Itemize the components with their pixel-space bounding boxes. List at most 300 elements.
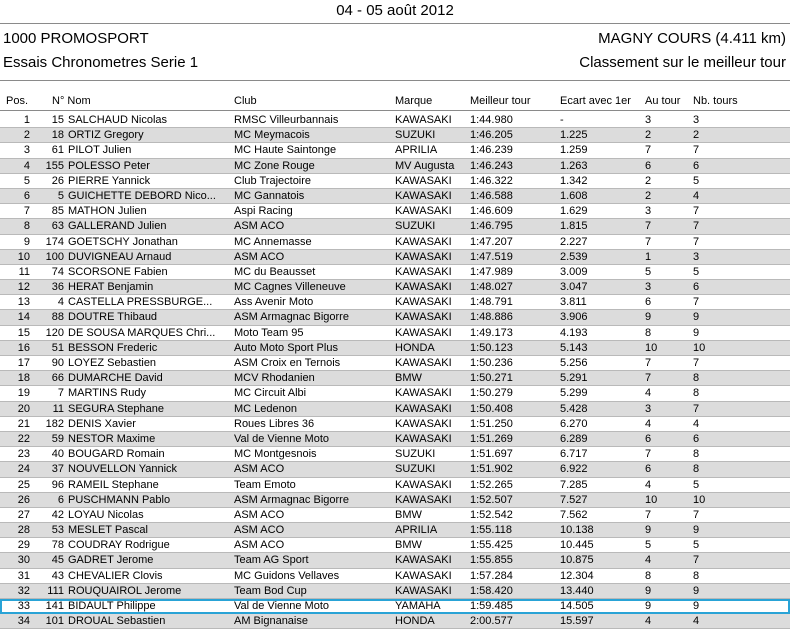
cell-laps: 9 [693,311,700,324]
cell-rider-name: RAMEIL Stephane [68,478,159,491]
cell-number: 18 [51,129,64,142]
table-row[interactable] [0,159,790,174]
cell-at-lap: 2 [645,129,652,142]
category-title: 1000 PROMOSPORT [3,30,149,47]
cell-laps: 7 [693,554,700,567]
cell-position: 16 [17,341,30,354]
cell-best-lap: 1:47.207 [470,235,513,248]
cell-at-lap: 4 [645,478,652,491]
cell-laps: 7 [693,402,700,415]
cell-at-lap: 9 [645,584,652,597]
table-row[interactable] [0,280,790,295]
table-row[interactable] [0,235,790,250]
cell-club: ASM ACO [234,524,285,537]
cell-rider-name: LOYAU Nicolas [68,508,144,521]
table-row[interactable] [0,447,790,462]
cell-number: 11 [52,402,64,415]
cell-at-lap: 5 [645,539,652,552]
column-header-gap: Ecart avec 1er [560,95,631,107]
cell-club: Auto Moto Sport Plus [234,341,338,354]
cell-number: 45 [51,554,64,567]
cell-gap: 13.440 [560,584,594,597]
cell-rider-name: ROUQUAIROL Jerome [68,584,182,597]
cell-at-lap: 4 [645,554,652,567]
cell-best-lap: 1:52.265 [470,478,513,491]
cell-best-lap: 1:59.485 [470,600,513,612]
cell-best-lap: 1:52.542 [470,508,513,521]
cell-laps: 7 [693,508,700,521]
cell-gap: 14.505 [560,600,594,612]
table-row[interactable] [0,493,790,508]
cell-club: ASM ACO [234,539,285,552]
cell-position: 12 [17,281,30,294]
cell-best-lap: 1:46.239 [470,144,513,157]
cell-at-lap: 7 [645,357,652,369]
cell-rider-name: MARTINS Rudy [68,387,147,400]
divider [0,110,790,111]
cell-gap: 10.875 [560,554,594,567]
table-row[interactable] [0,113,790,128]
cell-laps: 10 [693,493,706,506]
cell-rider-name: NOUVELLON Yannick [68,463,178,476]
cell-club: Club Trajectoire [234,174,312,187]
table-row[interactable] [0,189,790,204]
cell-rider-name: POLESSO Peter [68,159,150,172]
cell-position: 24 [17,463,30,476]
cell-club: Val de Vienne Moto [234,600,329,612]
cell-at-lap: 10 [645,341,658,354]
cell-gap: 5.428 [560,402,588,415]
cell-laps: 4 [693,417,700,430]
event-date: 04 - 05 août 2012 [336,2,454,19]
table-row[interactable] [0,204,790,219]
cell-position: 34 [17,615,30,628]
cell-best-lap: 1:57.284 [470,569,513,582]
cell-rider-name: SCORSONE Fabien [68,265,168,278]
cell-club: MC Meymacois [234,129,310,142]
cell-gap: 2.227 [560,235,588,248]
cell-club: Ass Avenir Moto [234,296,314,309]
cell-laps: 10 [693,341,706,354]
cell-rider-name: DOUTRE Thibaud [68,311,158,324]
cell-club: ASM Armagnac Bigorre [234,311,349,324]
cell-best-lap: 1:55.855 [470,554,513,567]
cell-laps: 5 [693,174,700,187]
cell-rider-name: GALLERAND Julien [68,220,167,233]
cell-rider-name: BESSON Frederic [68,341,158,354]
cell-position: 25 [17,478,30,491]
table-row[interactable] [0,614,790,629]
table-row[interactable] [0,417,790,432]
cell-rider-name: NESTOR Maxime [68,432,156,445]
cell-best-lap: 1:51.902 [470,463,513,476]
cell-marque: KAWASAKI [395,114,452,126]
cell-at-lap: 7 [645,508,652,521]
cell-number: 40 [51,448,64,461]
cell-number: 74 [51,265,64,278]
cell-number: 6 [57,493,64,506]
cell-number: 4 [57,296,64,309]
cell-best-lap: 1:50.408 [470,402,513,415]
cell-marque: KAWASAKI [395,281,452,294]
cell-number: 7 [57,387,64,400]
cell-laps: 7 [693,220,700,233]
cell-best-lap: 1:55.425 [470,539,513,552]
cell-club: Val de Vienne Moto [234,432,329,445]
cell-laps: 9 [693,326,700,339]
column-header-at-lap: Au tour [645,95,681,107]
cell-gap: 1.225 [560,129,588,142]
cell-at-lap: 3 [645,402,652,415]
cell-marque: MV Augusta [395,159,455,172]
cell-club: ASM Croix en Ternois [234,357,341,369]
cell-position: 11 [18,265,30,278]
cell-club: RMSC Villeurbannais [234,114,339,126]
cell-gap: 15.597 [560,615,594,628]
cell-club: Team Bod Cup [234,584,307,597]
cell-marque: APRILIA [395,524,438,537]
cell-gap: 1.608 [560,189,588,202]
cell-gap: 3.047 [560,281,588,294]
cell-club: Team Emoto [234,478,296,491]
cell-marque: KAWASAKI [395,402,452,415]
cell-laps: 7 [693,296,700,309]
cell-number: 43 [51,569,64,582]
cell-number: 88 [51,311,64,324]
table-row[interactable] [0,295,790,310]
table-row[interactable] [0,462,790,477]
table-row[interactable] [0,371,790,386]
cell-at-lap: 7 [645,235,652,248]
cell-gap: 6.289 [560,432,588,445]
cell-laps: 2 [693,129,700,142]
cell-laps: 5 [693,265,700,278]
cell-marque: KAWASAKI [395,569,452,582]
cell-at-lap: 7 [645,144,652,157]
cell-at-lap: 5 [645,265,652,278]
cell-best-lap: 1:47.989 [470,265,513,278]
results-table [0,113,790,629]
cell-gap: 1.263 [560,159,588,172]
cell-number: 96 [51,478,64,491]
cell-club: MC Ledenon [234,402,297,415]
cell-at-lap: 3 [645,114,652,126]
cell-rider-name: DUMARCHE David [68,372,163,385]
cell-position: 8 [23,220,30,233]
cell-number: 15 [51,114,64,126]
cell-at-lap: 9 [645,600,652,612]
cell-rider-name: GUICHETTE DEBORD Nico... [68,189,216,202]
cell-at-lap: 6 [645,159,652,172]
cell-best-lap: 1:47.519 [470,250,513,263]
cell-laps: 6 [693,159,700,172]
cell-number: 90 [51,357,64,369]
column-header-club: Club [234,95,257,107]
cell-gap: 10.138 [560,524,594,537]
cell-gap: 3.811 [560,296,587,309]
cell-marque: HONDA [395,615,435,628]
cell-club: MC Zone Rouge [234,159,315,172]
column-header-num-name: N° Nom [52,95,91,107]
table-row[interactable] [0,508,790,523]
cell-at-lap: 4 [645,417,652,430]
cell-club: MCV Rhodanien [234,372,315,385]
cell-number: 100 [45,250,64,263]
cell-club: ASM ACO [234,220,285,233]
cell-laps: 5 [693,478,700,491]
cell-rider-name: SEGURA Stephane [68,402,165,415]
cell-laps: 4 [693,615,700,628]
cell-gap: 12.304 [560,569,594,582]
cell-best-lap: 1:48.027 [470,281,513,294]
cell-gap: 4.193 [560,326,588,339]
cell-laps: 5 [693,539,700,552]
cell-laps: 6 [693,281,700,294]
table-row[interactable] [0,386,790,401]
cell-rider-name: MATHON Julien [68,205,147,218]
cell-best-lap: 1:58.420 [470,584,513,597]
cell-gap: 7.527 [560,493,588,506]
cell-position: 21 [17,417,30,430]
cell-club: ASM Armagnac Bigorre [234,493,349,506]
column-header-laps: Nb. tours [693,95,738,107]
cell-number: 66 [51,372,64,385]
cell-marque: SUZUKI [395,448,436,461]
cell-number: 111 [47,584,64,597]
cell-number: 37 [51,463,64,476]
cell-marque: KAWASAKI [395,432,452,445]
cell-position: 15 [17,326,30,339]
table-row[interactable] [0,128,790,143]
cell-number: 85 [51,205,64,218]
cell-position: 20 [17,402,30,415]
cell-marque: KAWASAKI [395,326,452,339]
cell-gap: 3.009 [560,265,588,278]
cell-best-lap: 1:55.118 [470,524,513,537]
cell-best-lap: 1:50.236 [470,357,513,369]
cell-marque: BMW [395,539,422,552]
cell-position: 22 [17,432,30,445]
table-row[interactable] [0,569,790,584]
cell-best-lap: 1:46.609 [470,205,513,218]
column-header-pos: Pos. [6,95,29,107]
cell-position: 5 [23,174,30,187]
cell-club: MC Montgesnois [234,448,317,461]
cell-at-lap: 4 [645,615,652,628]
cell-position: 1 [23,114,30,126]
cell-club: MC du Beausset [234,265,316,278]
cell-at-lap: 9 [645,524,652,537]
table-row[interactable] [0,326,790,341]
cell-best-lap: 1:52.507 [470,493,513,506]
cell-gap: 7.285 [560,478,588,491]
cell-laps: 8 [693,387,700,400]
cell-club: Moto Team 95 [234,326,304,339]
cell-best-lap: 1:44.980 [470,114,513,126]
cell-gap: - [560,114,564,126]
table-row[interactable] [0,402,790,417]
cell-at-lap: 3 [645,205,652,218]
table-row[interactable] [0,599,790,614]
cell-best-lap: 1:51.250 [470,417,513,430]
cell-laps: 7 [693,144,700,157]
cell-laps: 3 [693,250,700,263]
cell-at-lap: 8 [645,569,652,582]
cell-at-lap: 2 [645,189,652,202]
cell-number: 174 [45,235,64,248]
cell-club: AM Bignanaise [234,615,308,628]
cell-position: 9 [23,235,30,248]
cell-rider-name: DE SOUSA MARQUES Chri... [68,326,216,339]
cell-club: ASM ACO [234,250,285,263]
cell-number: 42 [51,508,64,521]
column-headers [0,93,790,111]
cell-laps: 3 [693,114,700,126]
table-row[interactable] [0,250,790,265]
cell-laps: 9 [693,524,700,537]
cell-best-lap: 1:46.322 [470,174,513,187]
cell-club: MC Circuit Albi [234,387,307,400]
cell-at-lap: 7 [645,220,652,233]
cell-position: 17 [17,357,30,369]
cell-number: 26 [51,174,64,187]
cell-best-lap: 1:51.697 [470,448,513,461]
cell-laps: 4 [693,189,700,202]
cell-gap: 3.906 [560,311,588,324]
table-row[interactable] [0,478,790,493]
cell-position: 4 [23,159,30,172]
table-row[interactable] [0,174,790,189]
cell-position: 26 [17,493,30,506]
cell-club: Roues Libres 36 [234,417,315,430]
cell-club: MC Cagnes Villeneuve [234,281,346,294]
cell-laps: 8 [693,372,700,385]
cell-marque: KAWASAKI [395,311,452,324]
cell-laps: 7 [693,357,700,369]
cell-position: 2 [23,129,30,142]
cell-gap: 5.143 [560,341,588,354]
table-row[interactable] [0,143,790,158]
cell-best-lap: 1:46.795 [470,220,513,233]
cell-number: 182 [45,417,64,430]
cell-position: 19 [17,387,30,400]
cell-marque: KAWASAKI [395,478,452,491]
cell-laps: 8 [693,569,700,582]
cell-best-lap: 1:51.269 [470,432,513,445]
cell-position: 31 [17,569,30,582]
cell-gap: 6.922 [560,463,588,476]
cell-best-lap: 1:48.886 [470,311,513,324]
cell-rider-name: GADRET Jerome [68,554,154,567]
cell-laps: 7 [693,205,700,218]
cell-club: Team AG Sport [234,554,309,567]
cell-gap: 1.259 [560,144,588,157]
column-header-marque: Marque [395,95,433,107]
table-row[interactable] [0,265,790,280]
circuit-title: MAGNY COURS (4.411 km) [598,30,786,47]
cell-marque: KAWASAKI [395,250,452,263]
cell-laps: 9 [693,584,700,597]
cell-marque: KAWASAKI [395,357,452,369]
cell-marque: KAWASAKI [395,174,452,187]
cell-marque: HONDA [395,341,435,354]
cell-marque: KAWASAKI [395,554,452,567]
cell-best-lap: 1:48.791 [470,296,513,309]
cell-best-lap: 1:46.205 [470,129,513,142]
cell-gap: 1.342 [560,174,588,187]
cell-at-lap: 4 [645,387,652,400]
cell-at-lap: 3 [645,281,652,294]
cell-rider-name: PILOT Julien [68,144,132,157]
table-row[interactable] [0,310,790,325]
cell-club: MC Guidons Vellaves [234,569,340,582]
cell-club: MC Annemasse [234,235,312,248]
cell-marque: KAWASAKI [395,493,452,506]
cell-gap: 6.717 [560,448,588,461]
table-row[interactable] [0,356,790,371]
cell-marque: KAWASAKI [395,584,452,597]
cell-best-lap: 1:46.588 [470,189,513,202]
cell-best-lap: 1:50.279 [470,387,513,400]
cell-laps: 8 [693,463,700,476]
table-row[interactable] [0,538,790,553]
cell-marque: YAMAHA [395,600,441,612]
cell-gap: 5.299 [560,387,588,400]
cell-rider-name: ORTIZ Gregory [68,129,144,142]
cell-best-lap: 1:50.123 [470,341,513,354]
cell-gap: 7.562 [560,508,588,521]
cell-position: 3 [23,144,30,157]
cell-laps: 9 [693,600,700,612]
cell-gap: 1.815 [560,220,588,233]
cell-position: 7 [23,205,30,218]
cell-marque: KAWASAKI [395,189,452,202]
cell-rider-name: PIERRE Yannick [68,174,151,187]
cell-position: 10 [17,250,30,263]
ranking-note: Classement sur le meilleur tour [579,54,786,71]
column-header-best-lap: Meilleur tour [470,95,531,107]
cell-number: 101 [45,615,64,628]
cell-gap: 2.539 [560,250,588,263]
table-row[interactable] [0,553,790,568]
table-row[interactable] [0,432,790,447]
cell-at-lap: 6 [645,463,652,476]
cell-marque: KAWASAKI [395,387,452,400]
cell-marque: APRILIA [395,144,438,157]
cell-rider-name: HERAT Benjamin [68,281,154,294]
table-row[interactable] [0,219,790,234]
cell-rider-name: LOYEZ Sebastien [68,357,157,369]
cell-marque: KAWASAKI [395,205,452,218]
cell-number: 5 [57,189,64,202]
cell-rider-name: BOUGARD Romain [68,448,165,461]
cell-marque: BMW [395,372,422,385]
table-row[interactable] [0,584,790,599]
table-row[interactable] [0,341,790,356]
cell-position: 32 [17,584,30,597]
cell-position: 33 [17,600,30,612]
cell-rider-name: DROUAL Sebastien [68,615,166,628]
table-row[interactable] [0,523,790,538]
cell-position: 29 [17,539,30,552]
cell-club: Aspi Racing [234,205,293,218]
cell-rider-name: GOETSCHY Jonathan [68,235,178,248]
cell-marque: SUZUKI [395,220,436,233]
cell-best-lap: 1:49.173 [470,326,513,339]
cell-number: 36 [51,281,64,294]
cell-number: 51 [51,341,64,354]
cell-marque: KAWASAKI [395,235,452,248]
